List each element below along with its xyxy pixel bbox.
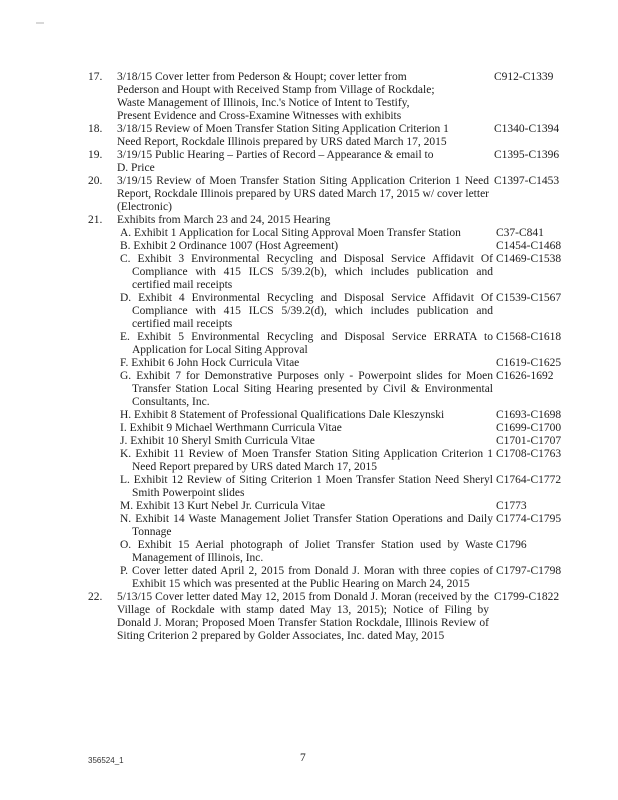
entry-number: 17. — [88, 71, 103, 83]
record-entry-18 — [0, 123, 618, 149]
exhibit-page-range: C1568-C1618 — [496, 331, 562, 343]
exhibit-page-range: C1701-C1707 — [496, 435, 562, 447]
exhibit-description: M. Exhibit 13 Kurt Nebel Jr. Curricula Vitae — [120, 500, 326, 512]
record-entry-22 — [0, 591, 618, 643]
exhibit-item — [0, 370, 618, 409]
exhibit-description: P. Cover letter dated April 2, 2015 from Donald J. Moran with three copies of Exhibit 15 which was presented at the Public Hearing on March 24, 2015 — [120, 565, 493, 590]
exhibit-page-range: C37-C841 — [496, 227, 544, 239]
exhibit-description: D. Exhibit 4 Environmental Recycling and Disposal Service Affidavit Of Compliance with 415 ILCS 5/39.2(d), which includes publication and certified mail receipts — [120, 292, 493, 330]
exhibit-description: B. Exhibit 2 Ordinance 1007 (Host Agreement) — [120, 240, 339, 252]
record-index — [0, 71, 618, 643]
entry-page-range: C912-C1339 — [494, 71, 554, 83]
exhibit-item — [0, 331, 618, 357]
exhibit-description: H. Exhibit 8 Statement of Professional Qualifications Dale Kleszynski — [120, 409, 445, 421]
exhibit-page-range: C1626-1692 — [496, 370, 554, 382]
entry-description: Exhibits from March 23 and 24, 2015 Hearing — [117, 214, 331, 226]
entry-page-range: C1397-C1453 — [494, 175, 560, 187]
entry-number: 20. — [88, 175, 103, 187]
entry-description: 3/19/15 Public Hearing – Parties of Record – Appearance & email to D. Price — [117, 149, 434, 174]
exhibit-item — [0, 357, 618, 370]
exhibit-description: E. Exhibit 5 Environmental Recycling and Disposal Service ERRATA to Application for Local Siting Approval — [120, 331, 493, 356]
exhibit-description: N. Exhibit 14 Waste Management Joliet Transfer Station Operations and Daily Tonnage — [120, 513, 493, 538]
exhibit-item — [0, 409, 618, 422]
entry-number: 22. — [88, 591, 103, 603]
record-entry-19 — [0, 149, 618, 175]
exhibit-page-range: C1539-C1567 — [496, 292, 562, 304]
exhibit-page-range: C1797-C1798 — [496, 565, 562, 577]
exhibit-item — [0, 448, 618, 474]
exhibit-page-range: C1764-C1772 — [496, 474, 562, 486]
exhibit-page-range: C1773 — [496, 500, 527, 512]
exhibit-item — [0, 292, 618, 331]
exhibit-description: A. Exhibit 1 Application for Local Siting Approval Moen Transfer Station — [120, 227, 461, 239]
exhibit-page-range: C1708-C1763 — [496, 448, 562, 460]
entry-page-range: C1395-C1396 — [494, 149, 560, 161]
record-entry-17 — [0, 71, 618, 123]
scan-mark — [36, 22, 44, 24]
exhibit-page-range: C1469-C1538 — [496, 253, 562, 265]
exhibit-list — [0, 227, 618, 591]
exhibit-description: O. Exhibit 15 Aerial photograph of Joliet Transfer Station used by Waste Management of Illinois, Inc. — [120, 539, 493, 564]
exhibit-item — [0, 539, 618, 565]
exhibit-item — [0, 474, 618, 500]
exhibit-description: K. Exhibit 11 Review of Moen Transfer Station Siting Application Criterion 1 Need Report prepared by URS dated March 17, 2015 — [120, 448, 493, 473]
exhibit-item — [0, 500, 618, 513]
entry-page-range: C1340-C1394 — [494, 123, 560, 135]
exhibit-page-range: C1619-C1625 — [496, 357, 562, 369]
exhibit-item — [0, 422, 618, 435]
entry-number: 19. — [88, 149, 103, 161]
exhibit-item — [0, 513, 618, 539]
entry-description: 3/19/15 Review of Moen Transfer Station Siting Application Criterion 1 Need Report, Rockdale Illinois prepared by URS dated March 17, 2015 w/ cover letter (Electronic) — [117, 175, 489, 213]
exhibit-page-range: C1699-C1700 — [496, 422, 562, 434]
exhibit-page-range: C1693-C1698 — [496, 409, 562, 421]
exhibit-page-range: C1796 — [496, 539, 527, 551]
exhibit-description: L. Exhibit 12 Review of Siting Criterion 1 Moen Transfer Station Need Sheryl Smith Powerpoint slides — [120, 474, 493, 499]
page-number: 7 — [300, 752, 306, 764]
exhibit-description: G. Exhibit 7 for Demonstrative Purposes only - Powerpoint slides for Moen Transfer Station Local Siting Hearing presented by Civil & Environmental Consultants, Inc. — [120, 370, 493, 408]
exhibit-item — [0, 240, 618, 253]
entry-description: 3/18/15 Review of Moen Transfer Station Siting Application Criterion 1 Need Report, Rockdale Illinois prepared by URS dated March 17, 2015 — [117, 123, 449, 148]
exhibit-description: C. Exhibit 3 Environmental Recycling and Disposal Service Affidavit Of Compliance with 415 ILCS 5/39.2(b), which includes publication and certified mail receipts — [120, 253, 493, 291]
exhibit-page-range: C1774-C1795 — [496, 513, 562, 525]
record-entry-20 — [0, 175, 618, 214]
exhibit-item — [0, 253, 618, 292]
entry-page-range: C1799-C1822 — [494, 591, 560, 603]
exhibit-item — [0, 227, 618, 240]
exhibit-item — [0, 435, 618, 448]
entry-number: 21. — [88, 214, 103, 226]
exhibit-description: F. Exhibit 6 John Hock Curricula Vitae — [120, 357, 300, 369]
exhibit-description: I. Exhibit 9 Michael Werthmann Curricula Vitae — [120, 422, 342, 434]
entry-description: 5/13/15 Cover letter dated May 12, 2015 from Donald J. Moran (received by the Village of Rockdale with stamp dated May 13, 2015); Notice of Filing by Donald J. Moran; Proposed Moen Transfer Station Rockdale, Illinois Review of Siting Criterion 2 prepared by Golder Associates, Inc. dated May, 2015 — [117, 591, 489, 642]
exhibit-description: J. Exhibit 10 Sheryl Smith Curricula Vitae — [120, 435, 315, 447]
exhibit-item — [0, 565, 618, 591]
exhibit-page-range: C1454-C1468 — [496, 240, 562, 252]
document-id: 356524_1 — [88, 756, 124, 765]
record-entry-21 — [0, 214, 618, 227]
entry-number: 18. — [88, 123, 103, 135]
entry-description: 3/18/15 Cover letter from Pederson & Houpt; cover letter from Pederson and Houpt with Received Stamp from Village of Rockdale; Waste Management of Illinois, Inc.'s Notice of Intent to Testify, Present Evidence and Cross-Examine Witnesses with exhibits — [117, 71, 435, 122]
